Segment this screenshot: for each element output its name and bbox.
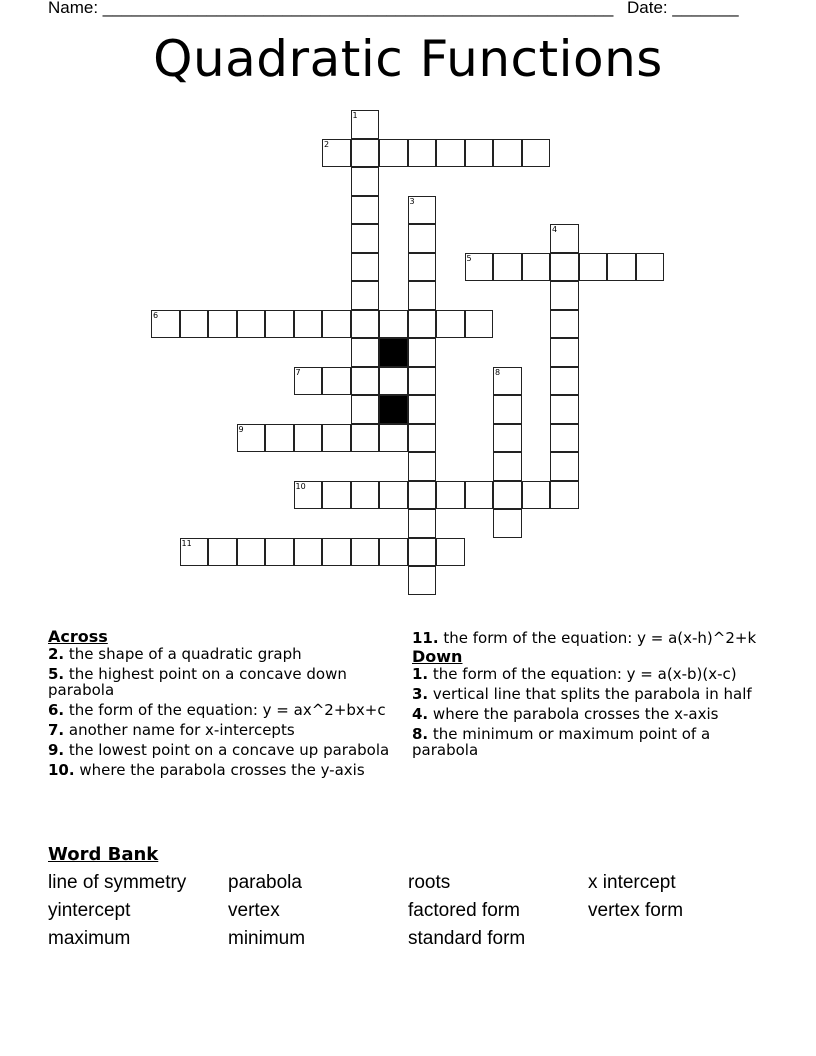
clue-number: 2 [324,139,330,149]
clue-down-1: 1. the form of the equation: y = a(x-b)(x-c) [412,665,737,683]
grid-cell[interactable] [465,310,494,339]
grid-cell[interactable] [351,481,380,510]
grid-cell[interactable] [294,310,323,339]
grid-cell[interactable] [408,367,437,396]
clue-number: 11 [181,538,192,548]
word-bank-item: line of symmetry [48,872,187,893]
grid-cell[interactable] [408,338,437,367]
clue-across-7: 7. another name for x-intercepts [48,721,295,739]
grid-cell[interactable] [208,538,237,567]
grid-cell[interactable] [351,167,380,196]
grid-cell[interactable] [379,481,408,510]
grid-cell[interactable] [294,538,323,567]
word-bank-item: factored form [408,900,520,921]
grid-cell[interactable] [493,509,522,538]
word-bank [48,872,768,956]
grid-cell[interactable] [322,310,351,339]
grid-cell[interactable] [550,367,579,396]
grid-cell[interactable] [237,424,266,453]
grid-cell[interactable] [180,310,209,339]
grid-cell[interactable] [465,139,494,168]
grid-cell[interactable] [550,424,579,453]
grid-cell[interactable] [550,338,579,367]
grid-cell[interactable] [436,481,465,510]
grid-cell[interactable] [208,310,237,339]
grid-cell[interactable] [579,253,608,282]
grid-cell[interactable] [351,281,380,310]
word-bank-item: roots [408,872,451,893]
clue-number: 4 [552,225,558,234]
grid-cell[interactable] [322,139,351,168]
word-bank-item: vertex [228,900,280,921]
grid-cell[interactable] [522,481,551,510]
clue-down-4: 4. where the parabola crosses the x-axis [412,705,719,723]
grid-cell[interactable] [351,367,380,396]
grid-cell[interactable] [408,281,437,310]
grid-cell[interactable] [522,253,551,282]
clue-number: 10 [295,481,306,491]
grid-cell[interactable] [436,310,465,339]
grid-cell[interactable] [408,509,437,538]
grid-cell[interactable] [408,424,437,453]
grid-cell[interactable] [322,538,351,567]
grid-cell[interactable] [265,310,294,339]
clue-down-8: 8. the minimum or maximum point of a parabola [412,725,711,759]
clue-across-11: 11. the form of the equation: y = a(x-h)^2+k [412,629,757,647]
grid-cell[interactable] [436,139,465,168]
grid-cell[interactable] [322,424,351,453]
grid-cell[interactable] [493,367,522,396]
grid-cell[interactable] [379,367,408,396]
grid-cell[interactable] [237,538,266,567]
clue-number: 7 [295,367,301,377]
grid-cell[interactable] [436,538,465,567]
grid-cell[interactable] [351,395,380,424]
grid-cell[interactable] [550,310,579,339]
grid-cell[interactable] [493,139,522,168]
grid-cell[interactable] [151,310,180,339]
grid-cell[interactable] [522,139,551,168]
page-title: Quadratic Functions [153,30,663,88]
grid-cell[interactable] [408,224,437,253]
word-bank-item: maximum [48,928,131,949]
grid-cell[interactable] [351,196,380,225]
grid-cell[interactable] [408,253,437,282]
grid-cell[interactable] [493,395,522,424]
grid-cell[interactable] [636,253,665,282]
grid-cell[interactable] [351,538,380,567]
grid-cell[interactable] [180,538,209,567]
down-heading: Down [412,647,463,666]
grid-cell[interactable] [379,538,408,567]
grid-cell[interactable] [408,139,437,168]
date-field-label: Date: _______ [627,0,739,17]
clue-across-10: 10. where the parabola crosses the y-axis [48,761,365,779]
clue-number: 3 [409,196,415,206]
across-heading: Across [48,627,108,646]
clue-number: 9 [238,424,244,434]
grid-cell[interactable] [493,452,522,481]
clue-number: 1 [352,111,358,120]
grid-cell[interactable] [322,367,351,396]
clue-number: 6 [153,310,159,320]
grid-cell[interactable] [294,481,323,510]
grid-cell[interactable] [408,481,437,510]
name-field-label: Name: ______________________________________________________ [48,0,614,17]
clue-number: 5 [466,253,472,263]
grid-cell[interactable] [237,310,266,339]
grid-cell[interactable] [550,452,579,481]
grid-cell[interactable] [351,424,380,453]
grid-cell[interactable] [351,139,380,168]
down-clues [412,630,757,762]
grid-cell[interactable] [493,481,522,510]
grid-cell[interactable] [408,566,437,595]
grid-cell[interactable] [408,395,437,424]
grid-cell[interactable] [351,310,380,339]
word-bank-item: vertex form [588,900,684,921]
grid-cell[interactable] [294,424,323,453]
grid-cell[interactable] [465,481,494,510]
grid-cell[interactable] [265,538,294,567]
grid-cell[interactable] [379,310,408,339]
grid-cell[interactable] [351,110,380,139]
word-bank-heading: Word Bank [48,844,159,865]
clue-down-3: 3. vertical line that splits the parabola in half [412,685,752,703]
grid-cell[interactable] [408,196,437,225]
grid-cell[interactable] [351,253,380,282]
word-bank-item: x intercept [588,872,676,893]
grid-cell[interactable] [408,538,437,567]
clue-number: 8 [495,367,501,377]
grid-cell[interactable] [408,310,437,339]
grid-cell[interactable] [550,481,579,510]
grid-cell[interactable] [294,367,323,396]
grid-cell[interactable] [493,253,522,282]
word-bank-item: parabola [228,872,302,893]
grid-cell[interactable] [550,253,579,282]
grid-cell[interactable] [379,424,408,453]
grid-block [379,395,408,424]
grid-cell[interactable] [351,338,380,367]
word-bank-item: yintercept [48,900,131,921]
grid-cell[interactable] [322,481,351,510]
grid-cell[interactable] [379,139,408,168]
grid-cell[interactable] [351,224,380,253]
grid-cell[interactable] [265,424,294,453]
across-clues [48,628,393,782]
clue-across-6: 6. the form of the equation: y = ax^2+bx+c [48,701,386,719]
grid-block [379,338,408,367]
grid-cell[interactable] [550,395,579,424]
grid-cell[interactable] [493,424,522,453]
grid-cell[interactable] [550,281,579,310]
clue-across-2: 2. the shape of a quadratic graph [48,645,302,663]
grid-cell[interactable] [550,224,579,253]
clue-across-5: 5. the highest point on a concave down parabola [48,665,347,699]
clue-across-9: 9. the lowest point on a concave up parabola [48,741,390,759]
grid-cell[interactable] [607,253,636,282]
grid-cell[interactable] [465,253,494,282]
grid-cell[interactable] [408,452,437,481]
word-bank-item: standard form [408,928,526,949]
word-bank-item: minimum [228,928,306,949]
